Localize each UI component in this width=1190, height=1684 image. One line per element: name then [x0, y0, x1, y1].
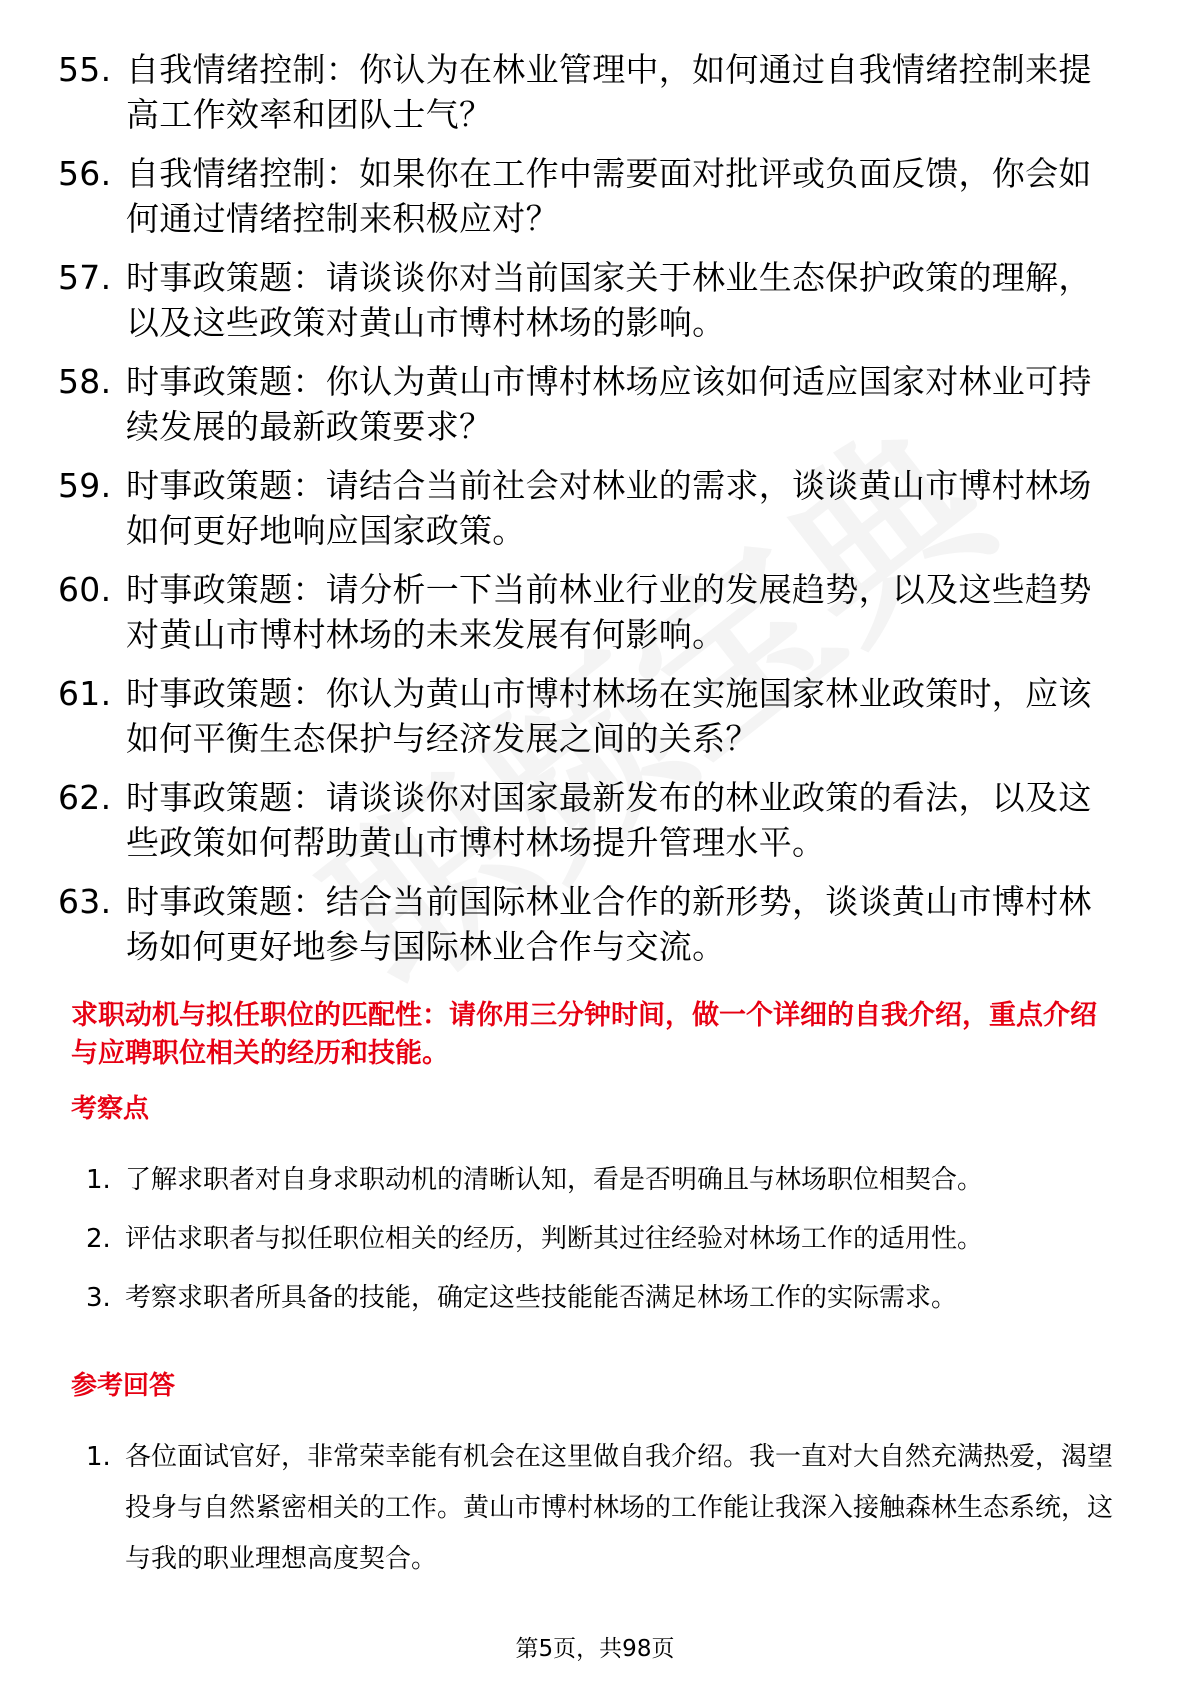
question-number: 60. [58, 570, 112, 609]
point-number: 1. [86, 1165, 111, 1195]
question-number: 55. [58, 50, 112, 89]
question-item [0, 359, 1106, 449]
question-number: 57. [58, 258, 112, 297]
question-list [0, 47, 1190, 983]
point-text: 评估求职者与拟任职位相关的经历，判断其过往经验对林场工作的适用性。 [125, 1224, 984, 1254]
point-number: 2. [86, 1224, 111, 1254]
answer-number: 1. [86, 1442, 111, 1472]
question-item [0, 151, 1106, 241]
point-item [0, 1162, 983, 1198]
question-text: 时事政策题：请谈谈你对当前国家关于林业生态保护政策的理解，以及这些政策对黄山市博村林场的影响。 [126, 258, 1092, 342]
question-item [0, 47, 1106, 137]
question-text: 时事政策题：你认为黄山市博村林场应该如何适应国家对林业可持续发展的最新政策要求？ [126, 362, 1092, 446]
question-item [0, 775, 1106, 865]
question-number: 63. [58, 882, 112, 921]
question-number: 61. [58, 674, 112, 713]
answer-heading: 参考回答 [71, 1371, 176, 1401]
question-item [0, 567, 1106, 657]
question-text: 时事政策题：结合当前国际林业合作的新形势，谈谈黄山市博村林场如何更好地参与国际林业合作与交流。 [126, 882, 1092, 966]
point-item [0, 1280, 983, 1316]
question-number: 56. [58, 154, 112, 193]
question-item [0, 671, 1106, 761]
question-number: 59. [58, 466, 112, 505]
question-text: 时事政策题：请谈谈你对国家最新发布的林业政策的看法，以及这些政策如何帮助黄山市博村林场提升管理水平。 [126, 778, 1092, 862]
question-text: 时事政策题：你认为黄山市博村林场在实施国家林业政策时，应该如何平衡生态保护与经济发展之间的关系？ [126, 674, 1092, 758]
answer-list [0, 1432, 1115, 1585]
point-text: 了解求职者对自身求职动机的清晰认知，看是否明确且与林场职位相契合。 [125, 1165, 984, 1195]
question-text: 时事政策题：请结合当前社会对林业的需求，谈谈黄山市博村林场如何更好地响应国家政策。 [126, 466, 1092, 550]
points-heading: 考察点 [71, 1094, 150, 1124]
point-text: 考察求职者所具备的技能，确定这些技能能否满足林场工作的实际需求。 [125, 1283, 958, 1313]
question-item [0, 879, 1106, 969]
question-item [0, 255, 1106, 345]
point-number: 3. [86, 1283, 111, 1313]
answer-item [0, 1432, 1115, 1585]
section-title: 求职动机与拟任职位的匹配性：请你用三分钟时间，做一个详细的自我介绍，重点介绍与应聘职位相关的经历和技能。 [71, 1000, 1097, 1069]
question-item [0, 463, 1106, 553]
question-text: 自我情绪控制：你认为在林业管理中，如何通过自我情绪控制来提高工作效率和团队士气？ [126, 50, 1092, 134]
question-text: 时事政策题：请分析一下当前林业行业的发展趋势，以及这些趋势对黄山市博村林场的未来发展有何影响。 [126, 570, 1092, 654]
question-number: 58. [58, 362, 112, 401]
page-footer: 第5页，共98页 [515, 1636, 675, 1662]
points-list [0, 1162, 983, 1339]
answer-text: 各位面试官好，非常荣幸能有机会在这里做自我介绍。我一直对大自然充满热爱，渴望投身与自然紧密相关的工作。黄山市博村林场的工作能让我深入接触森林生态系统，这与我的职业理想高度契合。 [125, 1442, 1114, 1574]
question-text: 自我情绪控制：如果你在工作中需要面对批评或负面反馈，你会如何通过情绪控制来积极应对？ [126, 154, 1092, 238]
point-item [0, 1221, 983, 1257]
question-number: 62. [58, 778, 112, 817]
